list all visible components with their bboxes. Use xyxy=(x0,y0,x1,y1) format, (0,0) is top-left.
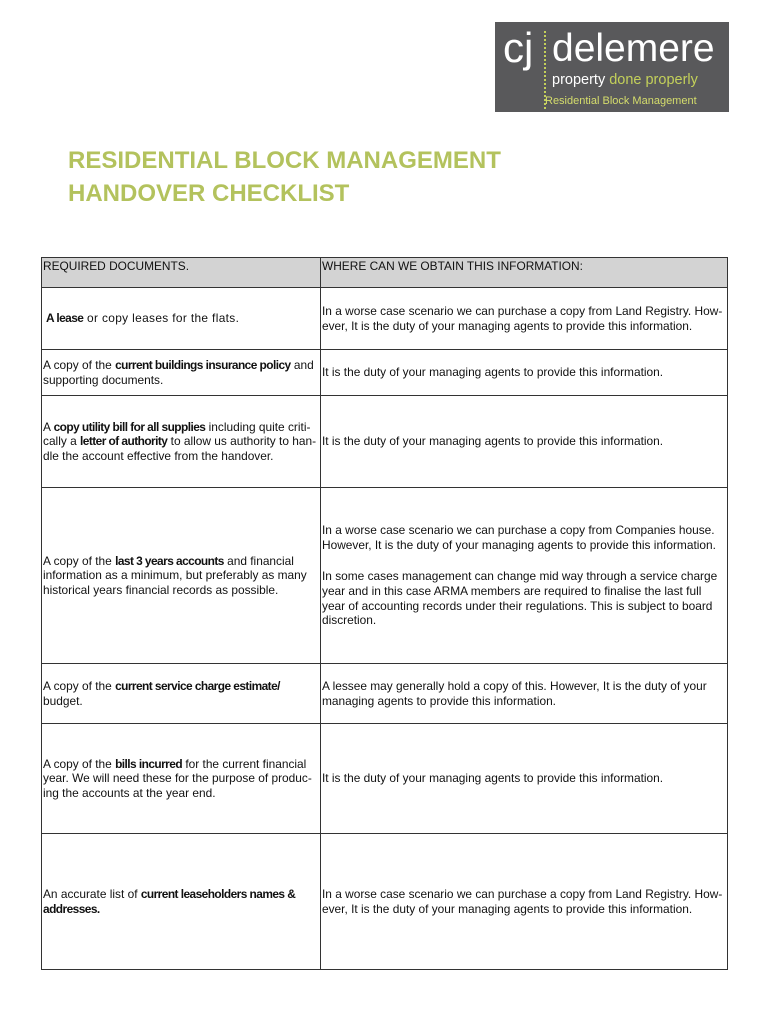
required-document-cell xyxy=(42,350,321,395)
plain-text: A copy of the xyxy=(43,553,116,568)
emphasis-text: bills incurred xyxy=(115,756,183,771)
required-document-text xyxy=(43,757,312,801)
plain-text: including quite criti- cally a xyxy=(43,419,311,449)
table-row xyxy=(42,488,727,664)
plain-text: A copy of the xyxy=(43,357,116,372)
information-source-text: A lessee may generally hold a copy of this. However, It is the duty of your managing agents to provide this information. xyxy=(322,678,707,708)
table-header-row xyxy=(42,258,727,288)
emphasis-text: letter of authority xyxy=(80,434,168,449)
column-header: REQUIRED DOCUMENTS. xyxy=(43,259,189,273)
logo-tagline xyxy=(552,72,698,88)
required-document-text xyxy=(43,554,307,598)
required-document-cell xyxy=(42,834,321,969)
required-document-cell xyxy=(42,488,321,663)
information-source-cell xyxy=(321,664,727,723)
required-document-cell xyxy=(42,288,321,349)
information-source-cell xyxy=(321,350,727,395)
table-row xyxy=(42,834,727,969)
required-document-cell xyxy=(42,664,321,723)
plain-text: and supporting documents. xyxy=(43,357,314,387)
information-source-text: It is the duty of your managing agents to provide this information. xyxy=(322,771,664,786)
information-source-text: In a worse case scenario we can purchase a copy from Land Registry. How- ever, It is the duty of your managing agents to provide this information. xyxy=(322,886,723,916)
page-title-line: HANDOVER CHECKLIST xyxy=(68,180,350,207)
logo-tagline-plain: property xyxy=(552,72,606,88)
required-document-text xyxy=(43,311,239,326)
plain-text: or copy leases for the flats. xyxy=(83,311,240,326)
table-row xyxy=(42,288,727,350)
table-row xyxy=(42,396,727,488)
logo-mark: cj xyxy=(503,24,534,71)
logo-tagline-accent: done properly xyxy=(609,72,698,88)
required-document-cell xyxy=(42,396,321,487)
logo-wordmark: delemere xyxy=(552,27,715,70)
information-source-cell xyxy=(321,396,727,487)
page-title xyxy=(68,144,501,210)
plain-text: budget. xyxy=(43,693,83,708)
header-cell-required xyxy=(42,258,321,287)
information-source-text: In a worse case scenario we can purchase a copy from Land Registry. How- ever, It is the duty of your managing agents to provide this information. xyxy=(322,303,723,333)
information-source-cell xyxy=(321,488,727,663)
plain-text: A copy of the xyxy=(43,678,116,693)
required-document-text xyxy=(43,679,280,708)
plain-text: An accurate list of xyxy=(43,886,141,901)
plain-text: A copy of the xyxy=(43,756,116,771)
emphasis-text: A lease xyxy=(46,311,84,326)
header-cell-source xyxy=(321,258,727,287)
logo-subtitle: Residential Block Management xyxy=(545,95,697,107)
table-row xyxy=(42,350,727,396)
paragraph: In a worse case scenario we can purchase a copy from Companies house. However, It is the duty of your managing agents to provide this information. xyxy=(322,523,716,552)
required-document-text xyxy=(43,358,314,387)
emphasis-text: last 3 years accounts xyxy=(115,553,224,568)
page-title-line: RESIDENTIAL BLOCK MANAGEMENT xyxy=(68,147,501,174)
information-source-text: It is the duty of your managing agents to provide this information. xyxy=(322,365,664,380)
emphasis-text: copy utility bill for all supplies xyxy=(53,419,206,434)
information-source-text: It is the duty of your managing agents to provide this information. xyxy=(322,434,664,449)
plain-text: to allow us authority to han- dle the account effective from the handover. xyxy=(43,434,317,463)
emphasis-text: current service charge estimate/ xyxy=(115,678,280,693)
information-source-cell xyxy=(321,288,727,349)
emphasis-text: current buildings insurance policy xyxy=(115,357,291,372)
information-source-text xyxy=(322,523,717,628)
table-row xyxy=(42,664,727,724)
required-document-text xyxy=(43,420,316,464)
plain-text: A xyxy=(43,419,54,434)
emphasis-text: current leaseholders names & addresses. xyxy=(43,886,296,916)
information-source-cell xyxy=(321,724,727,833)
plain-text: and financial information as a minimum, but preferably as many historical years financial records as possible. xyxy=(43,553,307,597)
plain-text: for the current financial year. We will need these for the purpose of produc- ing the accounts at the year end. xyxy=(43,756,312,800)
paragraph: In some cases management can change mid way through a service charge year and in this case ARMA members are required to finalise the last full year of accounting records under their regulations. This is subject to board discretion. xyxy=(322,569,718,628)
checklist-table xyxy=(41,257,728,970)
information-source-cell xyxy=(321,834,727,969)
required-document-cell xyxy=(42,724,321,833)
column-header: WHERE CAN WE OBTAIN THIS INFORMATION: xyxy=(322,259,583,273)
required-document-text xyxy=(43,887,295,916)
company-logo xyxy=(495,22,729,112)
table-row xyxy=(42,724,727,834)
